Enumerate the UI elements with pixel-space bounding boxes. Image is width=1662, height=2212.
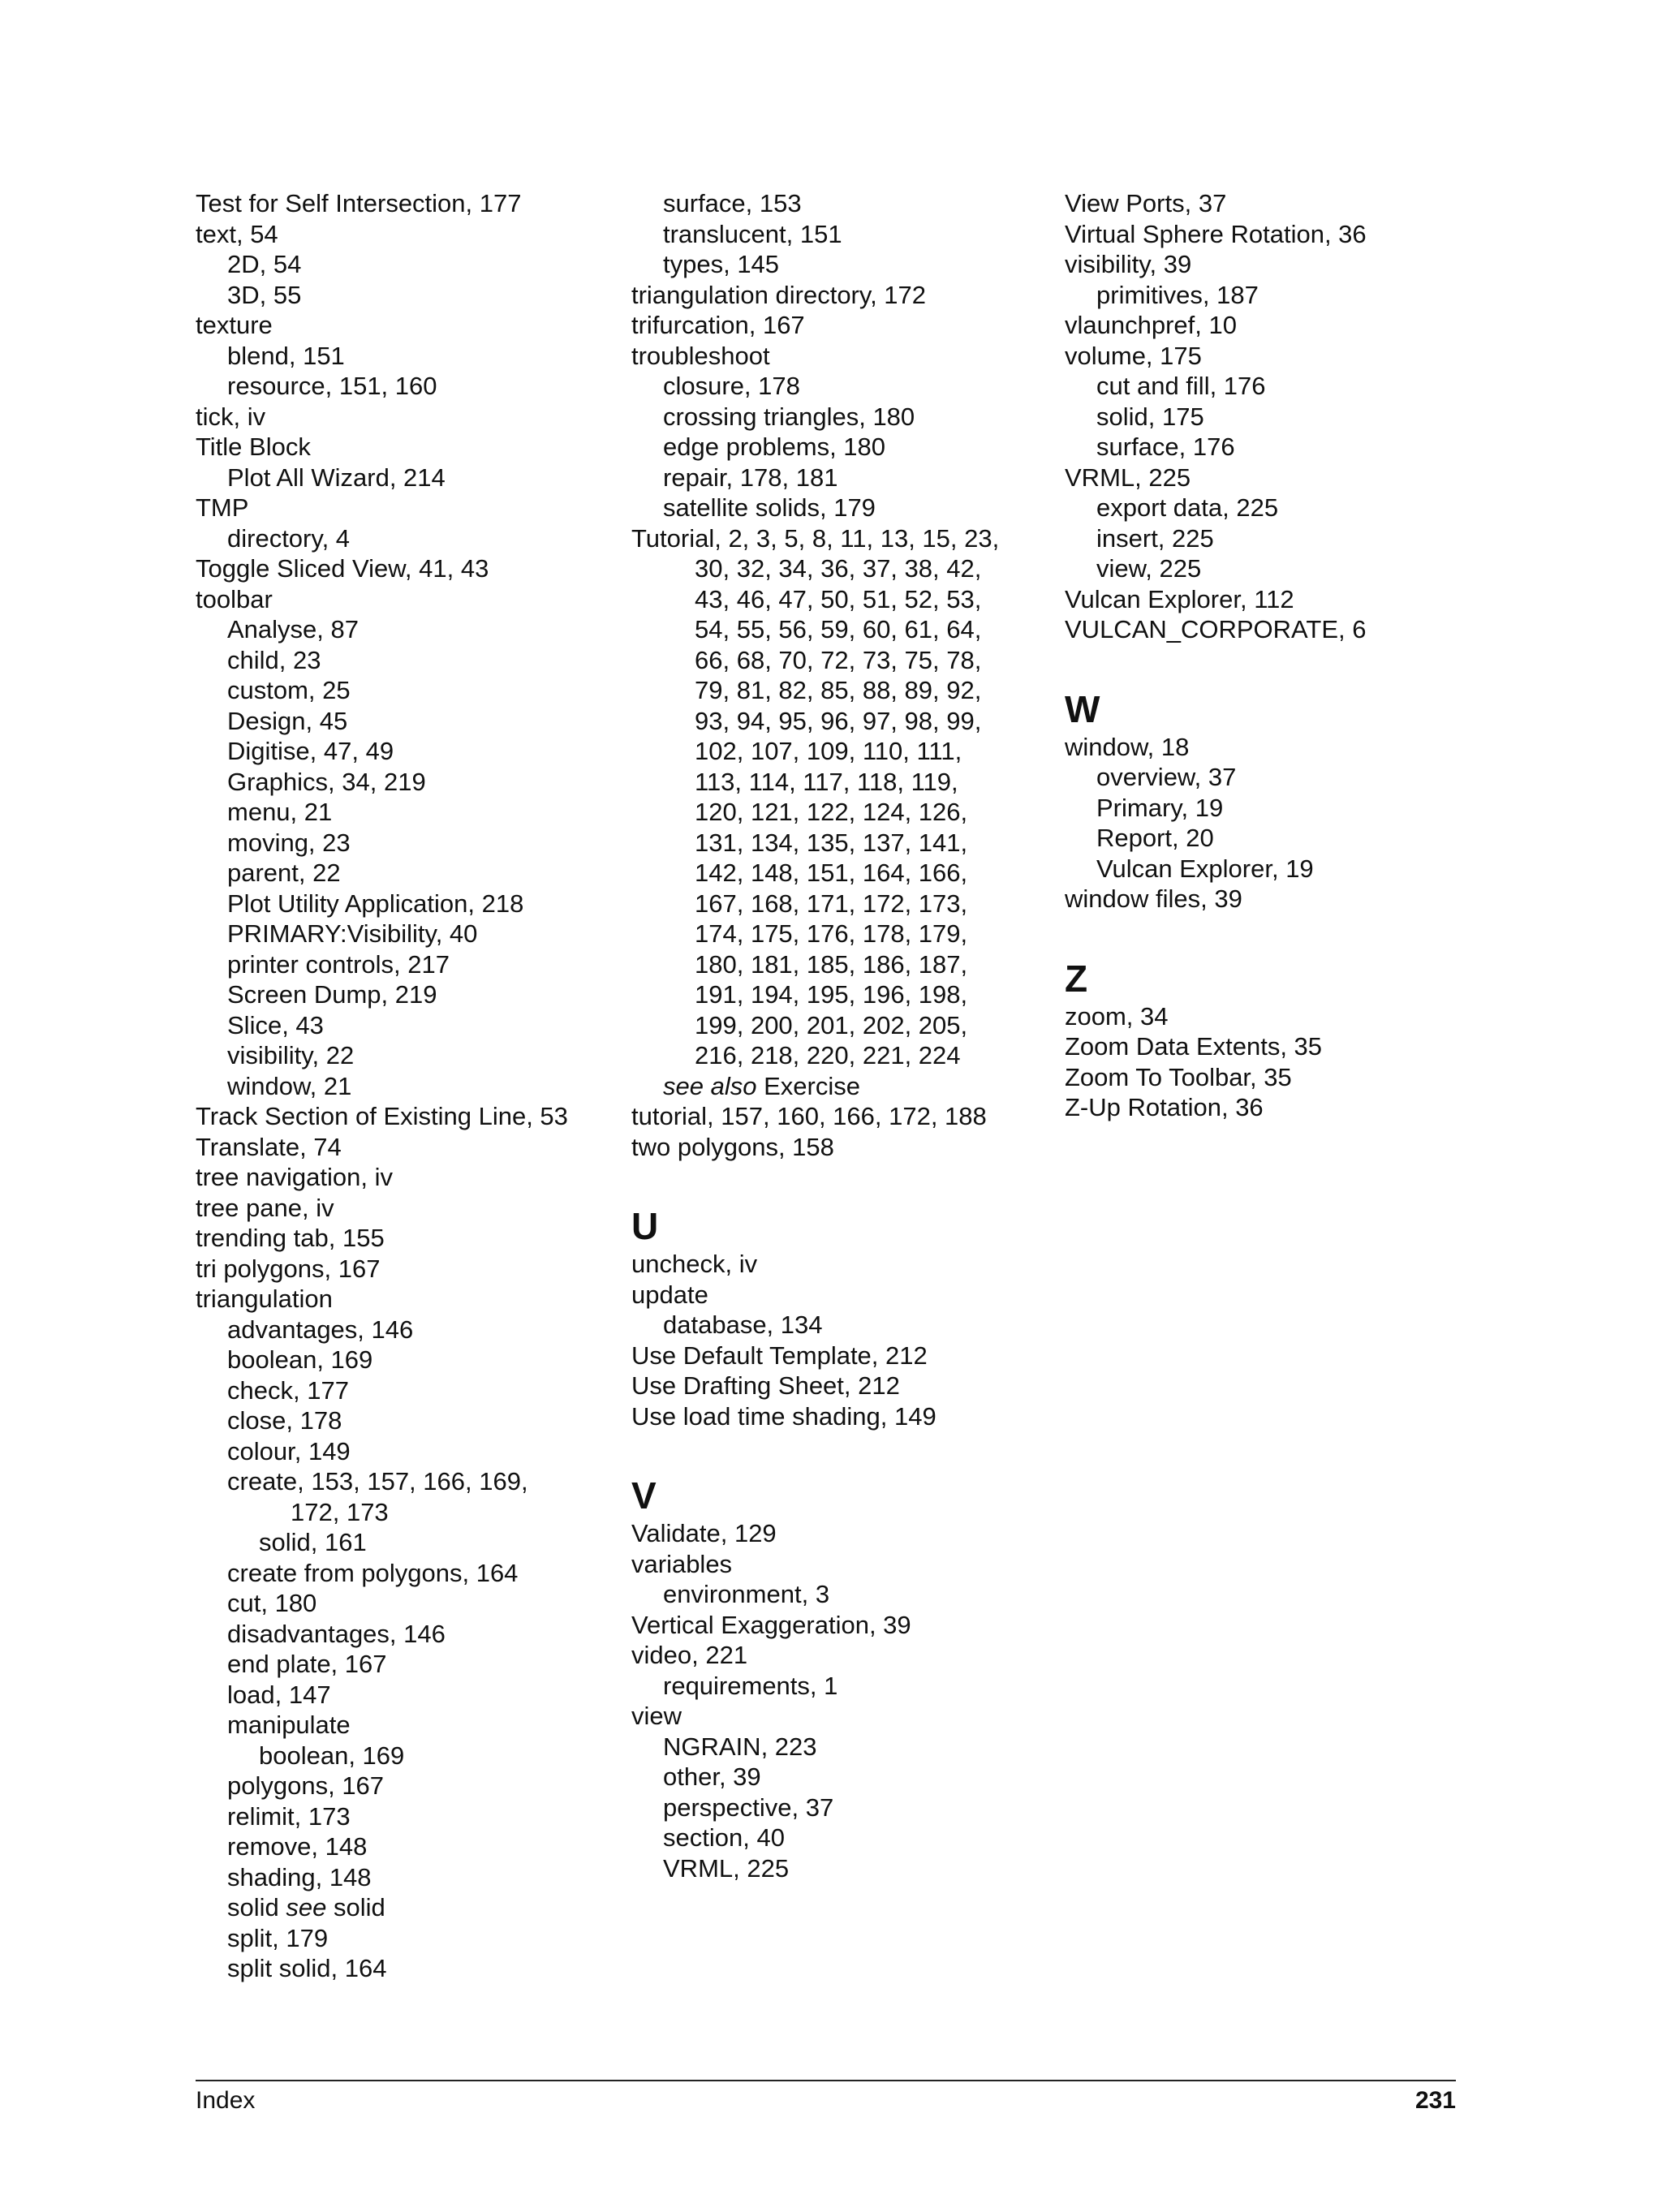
index-subentry: 2D, 54 — [227, 250, 302, 278]
index-entry: Virtual Sphere Rotation, 36 — [1065, 219, 1367, 248]
index-entry-continuation: 113, 114, 117, 118, 119, — [695, 767, 958, 796]
index-subentry: shading, 148 — [227, 1862, 372, 1891]
index-subentry: manipulate — [227, 1711, 351, 1739]
index-entry-continuation: 172, 173 — [291, 1497, 389, 1526]
index-subentry: resource, 151, 160 — [227, 372, 437, 400]
index-subentry: overview, 37 — [1096, 763, 1237, 791]
footer-section-label: Index — [196, 2087, 256, 2114]
index-entry: variables — [631, 1549, 733, 1578]
index-subentry: blend, 151 — [227, 341, 345, 370]
index-subentry: printer controls, 217 — [227, 949, 450, 979]
index-subentry: relimit, 173 — [227, 1801, 351, 1831]
index-entry-continuation: 54, 55, 56, 59, 60, 61, 64, — [695, 615, 982, 643]
index-letter-heading: W — [1065, 687, 1100, 730]
index-subentry: check, 177 — [227, 1375, 349, 1405]
index-entry: window, 18 — [1065, 732, 1190, 761]
index-letter-heading: U — [631, 1205, 659, 1247]
index-entry-continuation: 131, 134, 135, 137, 141, — [695, 828, 968, 857]
index-subentry: Primary, 19 — [1096, 793, 1224, 822]
index-entry: texture — [196, 311, 273, 339]
index-entry: vlaunchpref, 10 — [1065, 311, 1237, 339]
index-subentry: primitives, 187 — [1096, 280, 1259, 309]
index-subentry: moving, 23 — [227, 828, 351, 857]
index-subentry: Graphics, 34, 219 — [227, 767, 426, 796]
index-entry: Zoom To Toolbar, 35 — [1065, 1062, 1292, 1091]
index-subentry: solid, 161 — [259, 1528, 367, 1556]
section-spacer — [631, 1162, 1053, 1204]
cross-reference-target: Exercise — [764, 1071, 860, 1100]
page-number: 231 — [1414, 2087, 1456, 2114]
index-subentry: disadvantages, 146 — [227, 1619, 446, 1648]
index-subentry: surface, 176 — [1096, 433, 1235, 461]
cross-reference-target: solid — [334, 1893, 385, 1922]
index-subentry: database, 134 — [663, 1310, 823, 1339]
index-entry: Vulcan Explorer, 112 — [1065, 584, 1294, 613]
index-entry: trifurcation, 167 — [631, 311, 805, 339]
index-entry: window files, 39 — [1065, 884, 1242, 913]
index-subentry: Slice, 43 — [227, 1010, 324, 1039]
index-entry-continuation: 66, 68, 70, 72, 73, 75, 78, — [695, 645, 982, 674]
cross-reference-label: see also — [663, 1071, 757, 1100]
index-subentry: colour, 149 — [227, 1436, 351, 1465]
index-subentry: menu, 21 — [227, 798, 333, 826]
index-entry: triangulation — [196, 1285, 333, 1313]
index-entry: View Ports, 37 — [1065, 189, 1227, 217]
index-entry-continuation: 79, 81, 82, 85, 88, 89, 92, — [695, 676, 982, 704]
index-subentry: NGRAIN, 223 — [663, 1732, 817, 1761]
index-entry: zoom, 34 — [1065, 1001, 1169, 1031]
index-subentry: export data, 225 — [1096, 493, 1279, 522]
index-subentry: translucent, 151 — [663, 219, 842, 248]
index-entry-continuation: 174, 175, 176, 178, 179, — [695, 919, 968, 948]
index-subentry: advantages, 146 — [227, 1315, 414, 1344]
index-subentry: cut, 180 — [227, 1589, 317, 1617]
index-entry: tree pane, iv — [196, 1193, 334, 1222]
index-entry-continuation: 167, 168, 171, 172, 173, — [695, 889, 968, 918]
index-entry: Use Drafting Sheet, 212 — [631, 1371, 900, 1400]
index-entry-continuation: 102, 107, 109, 110, 111, — [695, 737, 962, 765]
index-entry: Translate, 74 — [196, 1132, 342, 1161]
index-subentry: VRML, 225 — [663, 1853, 790, 1883]
index-entry-continuation: 180, 181, 185, 186, 187, — [695, 949, 968, 979]
index-subentry: Report, 20 — [1096, 824, 1214, 852]
index-subentry: boolean, 169 — [259, 1741, 405, 1770]
index-entry-continuation: 199, 200, 201, 202, 205, — [695, 1010, 968, 1039]
index-entry: tree navigation, iv — [196, 1163, 393, 1191]
index-subentry: repair, 178, 181 — [663, 463, 838, 492]
index-entry: visibility, 39 — [1065, 250, 1192, 278]
section-spacer — [1065, 914, 1487, 957]
index-entry-continuation: 142, 148, 151, 164, 166, — [695, 859, 968, 887]
index-subentry: satellite solids, 179 — [663, 493, 876, 522]
index-entry: two polygons, 158 — [631, 1132, 834, 1161]
index-subentry: 3D, 55 — [227, 280, 302, 309]
index-subentry: boolean, 169 — [227, 1345, 373, 1374]
index-column-2 — [631, 188, 1053, 1883]
index-column-1 — [196, 188, 626, 1984]
index-entry: Tutorial, 2, 3, 5, 8, 11, 13, 15, 23, — [631, 523, 1000, 553]
index-subentry: Digitise, 47, 49 — [227, 737, 394, 765]
index-entry: tutorial, 157, 160, 166, 172, 188 — [631, 1102, 987, 1130]
index-subentry: load, 147 — [227, 1680, 331, 1709]
index-subentry: insert, 225 — [1096, 523, 1214, 553]
index-entry: trending tab, 155 — [196, 1224, 385, 1252]
index-subentry — [631, 1071, 1053, 1102]
index-subentry: Plot Utility Application, 218 — [227, 889, 524, 918]
index-subentry: split, 179 — [227, 1923, 329, 1952]
index-entry: text, 54 — [196, 219, 278, 248]
index-entry: Test for Self Intersection, 177 — [196, 189, 522, 217]
index-entry-continuation: 43, 46, 47, 50, 51, 52, 53, — [695, 584, 982, 613]
index-entry: Track Section of Existing Line, 53 — [196, 1102, 568, 1130]
index-subentry: Vulcan Explorer, 19 — [1096, 854, 1314, 883]
index-entry: uncheck, iv — [631, 1250, 758, 1278]
index-entry: Use Default Template, 212 — [631, 1341, 928, 1370]
index-subentry: create, 153, 157, 166, 169, — [227, 1467, 528, 1495]
index-subentry: Screen Dump, 219 — [227, 980, 437, 1009]
footer-divider — [196, 2080, 1456, 2081]
index-entry: tri polygons, 167 — [196, 1254, 381, 1283]
index-entry-continuation: 191, 194, 195, 196, 198, — [695, 980, 968, 1009]
index-entry: video, 221 — [631, 1641, 748, 1669]
index-letter-heading: Z — [1065, 957, 1088, 1000]
index-subentry: child, 23 — [227, 645, 321, 674]
index-entry: Use load time shading, 149 — [631, 1401, 936, 1431]
index-entry: triangulation directory, 172 — [631, 280, 927, 309]
index-subentry: polygons, 167 — [227, 1771, 385, 1800]
index-subentry: other, 39 — [663, 1762, 761, 1791]
index-subentry: create from polygons, 164 — [227, 1558, 519, 1587]
index-subentry: edge problems, 180 — [663, 433, 886, 461]
index-subentry: cut and fill, 176 — [1096, 372, 1266, 400]
index-entry-continuation: 120, 121, 122, 124, 126, — [695, 798, 968, 826]
index-entry: tick, iv — [196, 402, 266, 431]
index-subentry: window, 21 — [227, 1071, 352, 1100]
index-entry: update — [631, 1280, 708, 1309]
index-entry: VRML, 225 — [1065, 463, 1191, 492]
index-subentry: solid, 175 — [1096, 402, 1204, 431]
index-subentry: remove, 148 — [227, 1832, 368, 1861]
index-entry: volume, 175 — [1065, 341, 1202, 370]
index-subentry: visibility, 22 — [227, 1041, 355, 1069]
cross-reference-label: see — [286, 1893, 327, 1922]
index-entry: VULCAN_CORPORATE, 6 — [1065, 615, 1367, 643]
index-subentry: custom, 25 — [227, 676, 351, 704]
index-subentry: crossing triangles, 180 — [663, 402, 915, 431]
index-subentry: end plate, 167 — [227, 1650, 387, 1678]
index-subentry: view, 225 — [1096, 554, 1202, 583]
index-entry: Validate, 129 — [631, 1519, 777, 1547]
index-subentry — [196, 1892, 626, 1923]
index-entry-continuation: 30, 32, 34, 36, 37, 38, 42, — [695, 554, 982, 583]
index-letter-heading: V — [631, 1474, 657, 1517]
index-subentry: environment, 3 — [663, 1580, 830, 1608]
index-entry: troubleshoot — [631, 341, 770, 370]
index-entry: Title Block — [196, 433, 311, 461]
index-subentry: types, 145 — [663, 250, 780, 278]
section-spacer — [631, 1431, 1053, 1474]
index-entry: Toggle Sliced View, 41, 43 — [196, 554, 489, 583]
section-spacer — [1065, 645, 1487, 687]
index-subentry: split solid, 164 — [227, 1954, 387, 1982]
index-entry: view — [631, 1702, 682, 1730]
index-subentry: perspective, 37 — [663, 1792, 834, 1822]
index-entry: TMP — [196, 493, 249, 522]
index-subentry: parent, 22 — [227, 859, 341, 887]
index-subentry: Design, 45 — [227, 706, 348, 735]
index-entry: Vertical Exaggeration, 39 — [631, 1610, 911, 1639]
index-subentry: PRIMARY:Visibility, 40 — [227, 919, 478, 948]
index-entry: Z-Up Rotation, 36 — [1065, 1093, 1264, 1121]
index-subentry: section, 40 — [663, 1823, 785, 1852]
index-entry-continuation: 216, 218, 220, 221, 224 — [695, 1041, 961, 1069]
index-subentry: close, 178 — [227, 1406, 342, 1435]
index-column-3 — [1065, 188, 1487, 1123]
index-subentry: Analyse, 87 — [227, 615, 359, 643]
index-subentry: closure, 178 — [663, 372, 800, 400]
index-entry: toolbar — [196, 584, 273, 613]
index-entry-continuation: 93, 94, 95, 96, 97, 98, 99, — [695, 706, 982, 735]
index-subentry: directory, 4 — [227, 523, 351, 553]
index-subentry: surface, 153 — [663, 189, 802, 217]
index-entry: Zoom Data Extents, 35 — [1065, 1032, 1323, 1061]
entry-text: solid — [227, 1893, 279, 1922]
index-subentry: requirements, 1 — [663, 1671, 838, 1700]
index-subentry: Plot All Wizard, 214 — [227, 463, 446, 492]
